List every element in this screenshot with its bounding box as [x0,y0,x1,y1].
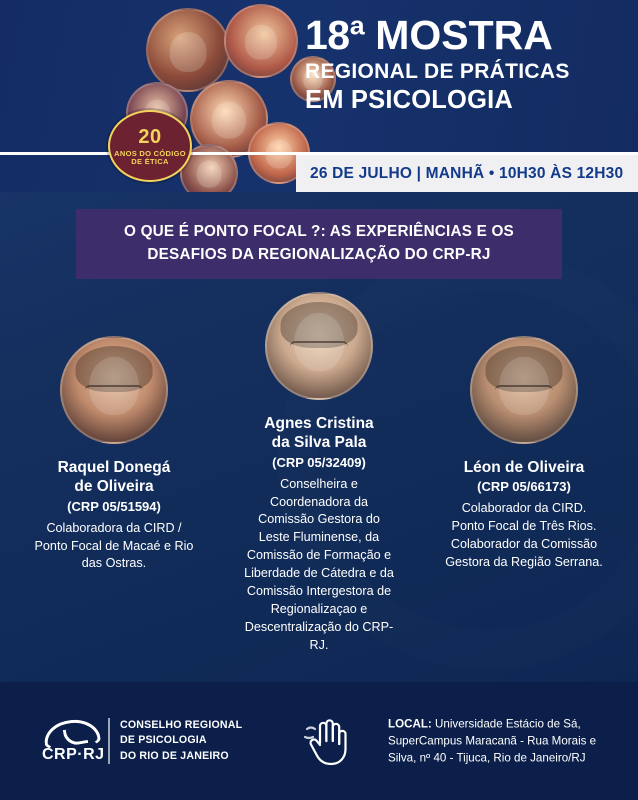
avatar [265,292,373,400]
speaker-name-line-1: Agnes Cristina [264,415,374,432]
session-title-line-1: O QUE É PONTO FOCAL ?: AS EXPERIÊNCIAS E OS [124,223,514,241]
avatar [60,336,168,444]
poster-header [0,0,638,192]
libras-hand-icon [300,713,354,769]
logo-line-3: DO RIO DE JANEIRO [120,749,229,762]
title-line-3: EM PSICOLOGIA [305,85,514,114]
speaker-crp: (CRP 05/32409) [272,454,366,470]
speaker-crp: (CRP 05/66173) [477,479,571,495]
speaker-name-line-1: Léon de Oliveira [463,459,585,476]
location-info [388,715,620,766]
session-title-banner [76,209,562,279]
title-main: MOSTRA [375,12,553,58]
location-text: Universidade Estácio de Sá, SuperCampus Maracanã - Rua Morais e Silva, nº 40 - Tijuca, Rio de Janeiro/RJ [388,717,597,765]
title-line-2: REGIONAL DE PRÁTICAS [305,59,570,83]
session-title-line-2: DESAFIOS DA REGIONALIZAÇÃO DO CRP-RJ [147,246,491,263]
anniversary-seal [108,110,192,182]
logo-wordmark [108,718,242,763]
speaker-role: Conselheira e Coordenadora da Comissão Gestora do Leste Fluminense, da Comissão de Formação e Liberdade de Cátedra e da Comissão Intergestora de Regionalizaçao e Descentralização do CRP-RJ. [244,476,394,652]
collage-photo [146,8,230,92]
date-time-text: 26 DE JULHO | MANHÃ • 10H30 ÀS 12H30 [310,164,624,182]
collage-photo [224,4,298,78]
speaker-name-line-2: de Oliveira [74,478,154,496]
title-block [305,12,624,114]
speaker-card [14,336,214,573]
speaker-name [424,458,624,477]
speaker-role: Colaboradora da CIRD / Ponto Focal de Macaé e Rio das Ostras. [34,520,194,571]
avatar [470,336,578,444]
logo-mark [42,718,105,764]
logo-acronym: CRP·RJ [42,746,105,763]
date-time-bar [296,155,638,192]
speaker-name-line-1: Raquel Donegá [57,459,171,476]
bird-icon [42,718,98,746]
speakers-list [0,300,638,654]
speaker-crp: (CRP 05/51594) [67,498,161,514]
speaker-name [14,458,214,497]
poster-footer [0,682,638,800]
speaker-card [424,336,624,572]
speaker-name [214,414,424,453]
speaker-name-line-2: da Silva Pala [271,434,367,452]
speaker-card [214,292,424,654]
crp-rj-logo [42,718,242,764]
seal-text: ANOS DO CÓDIGO DE ÉTICA [114,148,186,166]
event-edition-title [305,12,624,58]
seal-number: 20 [138,125,162,148]
edition-number: 18ª [305,12,365,58]
speaker-role: Colaborador da CIRD. Ponto Focal de Três Rios. Colaborador da Comissão Gestora da Região Serrana. [445,501,603,569]
location-label: LOCAL: [388,717,432,731]
logo-line-2: DE PSICOLOGIA [120,734,207,747]
logo-line-1: CONSELHO REGIONAL [120,719,243,732]
